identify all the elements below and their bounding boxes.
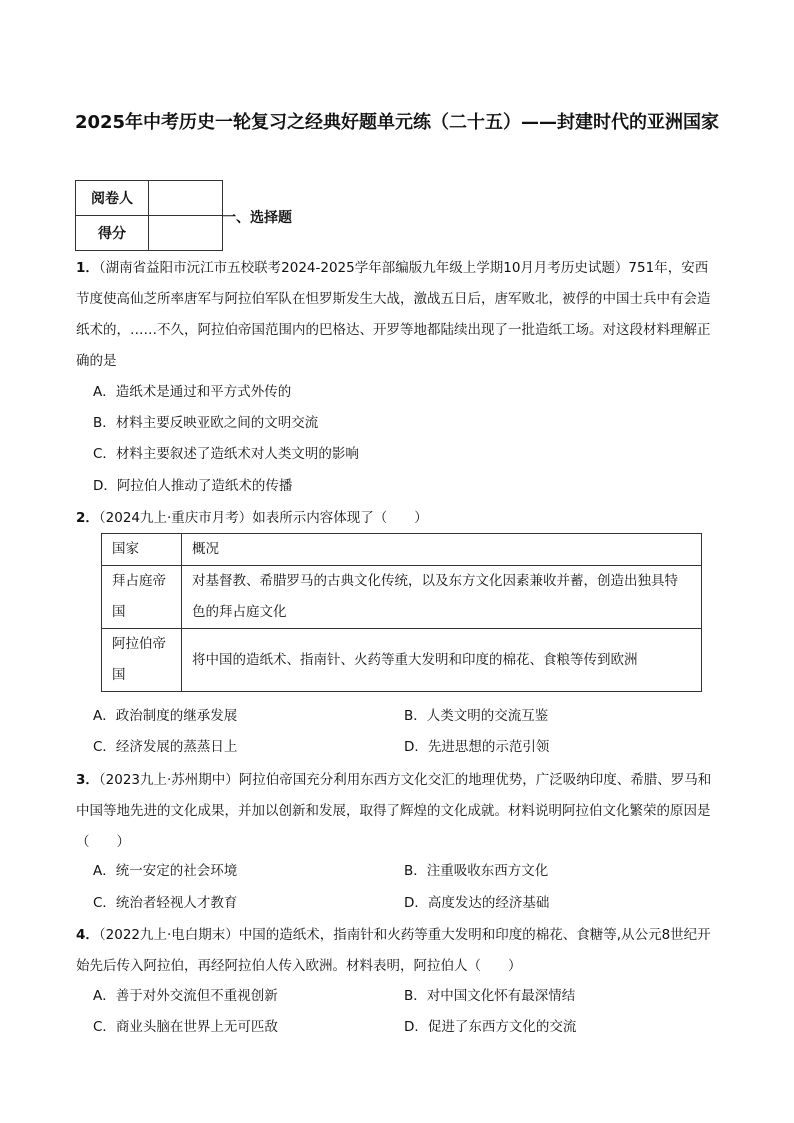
option-a: A．统一安定的社会环境 (93, 863, 238, 879)
table-header: 国家 (102, 534, 182, 566)
question-number: 4． (76, 927, 99, 943)
option-b: B．材料主要反映亚欧之间的文明交流 (93, 415, 319, 431)
table-cell: 将中国的造纸术、指南针、火药等重大发明和印度的棉花、食粮等传到欧洲 (182, 629, 702, 692)
option-c: C．经济发展的蒸蒸日上 (93, 739, 238, 755)
question-2 (76, 503, 716, 534)
reviewer-cell (149, 181, 223, 216)
question-text: （2024九上·重庆市月考）如表所示内容体现了（ ） (98, 510, 428, 526)
option-c: C．材料主要叙述了造纸术对人类文明的影响 (93, 446, 359, 462)
option-c: C．商业头脑在世界上无可匹敌 (93, 1019, 278, 1035)
question-number: 2． (76, 510, 99, 526)
option-a: A．善于对外交流但不重视创新 (93, 988, 278, 1004)
score-cell (149, 216, 223, 251)
option-a: A．造纸术是通过和平方式外传的 (93, 384, 292, 400)
question-source: （湖南省益阳市沅江市五校联考2024-2025学年部编版九年级上学期10月月考历史试题） (98, 260, 629, 276)
option-a: A．政治制度的继承发展 (93, 708, 238, 724)
option-d: D．先进思想的示范引领 (404, 739, 550, 755)
option-d: D．高度发达的经济基础 (404, 895, 550, 911)
score-label: 得分 (76, 216, 149, 251)
document-title: 2025年中考历史一轮复习之经典好题单元练（二十五）——封建时代的亚洲国家 (74, 112, 720, 133)
question-1 (76, 253, 716, 377)
table-cell: 对基督教、希腊罗马的古典文化传统，以及东方文化因素兼收并蓄，创造出独具特色的拜占庭文化 (182, 566, 702, 629)
option-d: D．促进了东西方文化的交流 (404, 1019, 577, 1035)
question-text: 751年，安西节度使高仙芝所率唐军与阿拉伯军队在怛罗斯发生大战，激战五日后，唐军败北，被俘的中国士兵中有会造纸术的，……不久，阿拉伯帝国范围内的巴格达、开罗等地都陆续出现了一批造纸工场。对这段材料理解正确的是 (76, 260, 711, 369)
info-table (101, 533, 702, 692)
option-c: C．统治者轻视人才教育 (93, 895, 238, 911)
question-number: 3． (76, 772, 99, 788)
table-header-row (102, 534, 702, 566)
question-3 (76, 765, 716, 858)
option-b: B．对中国文化怀有最深情结 (404, 988, 576, 1004)
question-text: （2022九上·电白期末）中国的造纸术，指南针和火药等重大发明和印度的棉花、食糖等,从公元8世纪开始先后传入阿拉伯，再经阿拉伯人传入欧洲。材料表明，阿拉伯人（ ） (76, 927, 711, 974)
table-cell: 拜占庭帝国 (102, 566, 182, 629)
option-b: B．注重吸收东西方文化 (404, 863, 549, 879)
reviewer-label: 阅卷人 (76, 181, 149, 216)
question-4 (76, 920, 716, 982)
table-row (102, 629, 702, 692)
question-number: 1． (76, 260, 99, 276)
question-text: （2023九上·苏州期中）阿拉伯帝国充分利用东西方文化交汇的地理优势，广泛吸纳印度、希腊、罗马和中国等地先进的文化成果，并加以创新和发展，取得了辉煌的文化成就。材料说明阿拉伯文化繁荣的原因是（ ） (76, 772, 712, 850)
option-d: D．阿拉伯人推动了造纸术的传播 (93, 478, 293, 494)
table-cell: 阿拉伯帝国 (102, 629, 182, 692)
score-box (75, 180, 223, 251)
table-row (102, 566, 702, 629)
table-header: 概况 (182, 534, 702, 566)
option-b: B．人类文明的交流互鉴 (404, 708, 549, 724)
section-heading: 一、选择题 (222, 210, 292, 226)
